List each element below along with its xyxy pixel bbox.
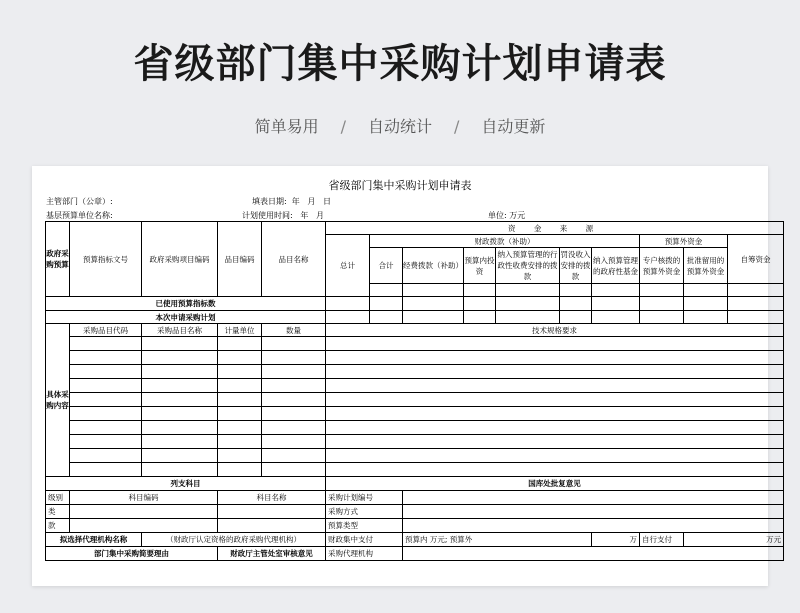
empty-cell bbox=[684, 284, 728, 297]
label-subject-code: 科目编码 bbox=[70, 491, 218, 505]
empty-cell bbox=[70, 337, 142, 351]
empty-cell bbox=[262, 351, 326, 365]
empty-cell bbox=[326, 337, 784, 351]
text-wan: 万 bbox=[592, 533, 640, 547]
empty-cell bbox=[592, 284, 640, 297]
empty-cell bbox=[640, 311, 684, 324]
empty-cell bbox=[370, 297, 403, 311]
empty-cell bbox=[142, 365, 218, 379]
empty-cell bbox=[728, 284, 784, 297]
separator: / bbox=[340, 117, 346, 136]
empty-cell bbox=[218, 393, 262, 407]
separator: / bbox=[454, 117, 460, 136]
label-fiscal-central-pay: 财政集中支付 bbox=[326, 533, 403, 547]
empty-cell bbox=[262, 463, 326, 477]
empty-cell bbox=[142, 393, 218, 407]
empty-cell bbox=[560, 297, 592, 311]
empty-cell bbox=[262, 337, 326, 351]
label-budget-type: 预算类型 bbox=[326, 519, 403, 533]
text-wan-yuan: 万元 bbox=[684, 533, 784, 547]
header-proc-item-code: 采购品目代码 bbox=[70, 324, 142, 337]
empty-cell bbox=[464, 284, 496, 297]
empty-cell bbox=[218, 407, 262, 421]
empty-cell bbox=[70, 505, 218, 519]
empty-cell bbox=[326, 297, 370, 311]
header-nontax-alloc: 纳入预算管理的行政性收费安排的拨款 bbox=[496, 248, 560, 284]
section-specific-content: 具体采购内容 bbox=[46, 324, 70, 477]
empty-cell bbox=[218, 337, 262, 351]
header-funding-source: 资 金 来 源 bbox=[326, 222, 784, 235]
empty-cell bbox=[403, 311, 464, 324]
meta-plan-time: 计划使用时间: 年 月 bbox=[242, 211, 324, 220]
empty-cell bbox=[70, 407, 142, 421]
header-budget-invest: 预算内投资 bbox=[464, 248, 496, 284]
empty-cell bbox=[326, 449, 784, 463]
meta-unit-name: 基层预算单位名称: bbox=[46, 211, 113, 220]
empty-cell bbox=[403, 547, 784, 561]
header-retained-extra: 批准留用的预算外资金 bbox=[684, 248, 728, 284]
label-proc-method: 采购方式 bbox=[326, 505, 403, 519]
empty-cell bbox=[218, 435, 262, 449]
empty-cell bbox=[592, 297, 640, 311]
empty-cell bbox=[70, 435, 142, 449]
header-budget-doc-no: 预算指标文号 bbox=[70, 222, 142, 297]
empty-cell bbox=[560, 311, 592, 324]
label-proc-agency: 采购代理机构 bbox=[326, 547, 403, 561]
meta-fill-date: 填表日期: 年 月 日 bbox=[252, 197, 332, 206]
empty-cell bbox=[142, 379, 218, 393]
empty-cell bbox=[326, 379, 784, 393]
empty-cell bbox=[70, 393, 142, 407]
header-funding-subsidy: 经费拨款（补助） bbox=[403, 248, 464, 284]
header-total: 总计 bbox=[326, 235, 370, 297]
empty-cell bbox=[262, 379, 326, 393]
empty-cell bbox=[142, 449, 218, 463]
empty-cell bbox=[728, 311, 784, 324]
empty-cell bbox=[560, 284, 592, 297]
empty-cell bbox=[326, 407, 784, 421]
empty-cell bbox=[496, 284, 560, 297]
header-quantity: 数量 bbox=[262, 324, 326, 337]
header-expense-subject: 列支科目 bbox=[46, 477, 326, 491]
empty-cell bbox=[403, 284, 464, 297]
procurement-table bbox=[45, 221, 784, 561]
feature-auto-update: 自动更新 bbox=[481, 117, 546, 136]
empty-cell bbox=[403, 297, 464, 311]
label-level: 级别 bbox=[46, 491, 70, 505]
header-item-code: 品目编码 bbox=[218, 222, 262, 297]
header-gov-proc-budget: 政府采购预算 bbox=[46, 222, 70, 297]
header-proj-code: 政府采购项目编码 bbox=[142, 222, 218, 297]
label-subject-name: 科目名称 bbox=[218, 491, 326, 505]
label-finance-review: 财政厅主管处室审核意见 bbox=[218, 547, 326, 561]
label-section: 款 bbox=[46, 519, 70, 533]
empty-cell bbox=[326, 421, 784, 435]
banner-title: 省级部门集中采购计划申请表 bbox=[133, 41, 667, 87]
label-proc-plan-no: 采购计划编号 bbox=[326, 491, 403, 505]
empty-cell bbox=[464, 311, 496, 324]
header-proc-item-name: 采购品目名称 bbox=[142, 324, 218, 337]
feature-tagline bbox=[0, 114, 800, 137]
empty-cell bbox=[218, 463, 262, 477]
empty-cell bbox=[640, 297, 684, 311]
empty-cell bbox=[70, 351, 142, 365]
empty-cell bbox=[142, 351, 218, 365]
text-pay-budget-in: 预算内 万元; 预算外 bbox=[403, 533, 592, 547]
sheet-title: 省级部门集中采购计划申请表 bbox=[328, 179, 472, 192]
empty-cell bbox=[370, 311, 403, 324]
empty-cell bbox=[496, 311, 560, 324]
label-agency-note: （财政厅认定资格的政府采购代理机构） bbox=[142, 533, 326, 547]
meta-unit: 单位: 万元 bbox=[488, 211, 526, 220]
header-fiscal-alloc: 财政拨款（补助） bbox=[370, 235, 640, 248]
label-category: 类 bbox=[46, 505, 70, 519]
header-treasury-review: 国库处批复意见 bbox=[326, 477, 784, 491]
empty-cell bbox=[262, 449, 326, 463]
empty-cell bbox=[326, 393, 784, 407]
empty-cell bbox=[326, 435, 784, 449]
empty-cell bbox=[218, 351, 262, 365]
empty-cell bbox=[218, 421, 262, 435]
empty-cell bbox=[70, 365, 142, 379]
empty-cell bbox=[70, 449, 142, 463]
empty-cell bbox=[262, 393, 326, 407]
header-self-raised: 自筹资金 bbox=[728, 235, 784, 284]
empty-cell bbox=[142, 407, 218, 421]
row-used-budget: 已使用预算指标数 bbox=[46, 297, 326, 311]
empty-cell bbox=[326, 365, 784, 379]
header-special-extra: 专户核拨的预算外资金 bbox=[640, 248, 684, 284]
empty-cell bbox=[142, 463, 218, 477]
empty-cell bbox=[262, 421, 326, 435]
empty-cell bbox=[142, 421, 218, 435]
feature-auto-stat: 自动统计 bbox=[367, 117, 432, 136]
empty-cell bbox=[326, 351, 784, 365]
header-tech-spec: 技术规格要求 bbox=[326, 324, 784, 337]
empty-cell bbox=[142, 337, 218, 351]
empty-cell bbox=[370, 284, 403, 297]
header-fines-alloc: 罚没收入安排的拨款 bbox=[560, 248, 592, 284]
label-agency-name: 拟选择代理机构名称 bbox=[46, 533, 142, 547]
empty-cell bbox=[218, 365, 262, 379]
label-dept-reason: 部门集中采购简要理由 bbox=[46, 547, 218, 561]
header-item-name: 品目名称 bbox=[262, 222, 326, 297]
empty-cell bbox=[218, 449, 262, 463]
row-current-plan: 本次申请采购计划 bbox=[46, 311, 326, 324]
empty-cell bbox=[640, 284, 684, 297]
empty-cell bbox=[592, 311, 640, 324]
empty-cell bbox=[218, 505, 326, 519]
empty-cell bbox=[142, 435, 218, 449]
empty-cell bbox=[218, 519, 326, 533]
empty-cell bbox=[326, 463, 784, 477]
empty-cell bbox=[262, 407, 326, 421]
meta-dept: 主管部门（公章）: bbox=[46, 197, 113, 206]
empty-cell bbox=[262, 365, 326, 379]
label-self-pay: 自行支付 bbox=[640, 533, 684, 547]
empty-cell bbox=[496, 297, 560, 311]
header-govfund-alloc: 纳入预算管理的政府性基金 bbox=[592, 248, 640, 284]
empty-cell bbox=[70, 421, 142, 435]
empty-cell bbox=[728, 297, 784, 311]
empty-cell bbox=[464, 297, 496, 311]
header-unit-measure: 计量单位 bbox=[218, 324, 262, 337]
header-extra-budget: 预算外资金 bbox=[640, 235, 728, 248]
feature-easy: 简单易用 bbox=[254, 117, 319, 136]
empty-cell bbox=[70, 463, 142, 477]
empty-cell bbox=[262, 435, 326, 449]
header-sum: 合计 bbox=[370, 248, 403, 284]
form-sheet bbox=[32, 166, 782, 586]
empty-cell bbox=[70, 519, 218, 533]
empty-cell bbox=[70, 379, 142, 393]
empty-cell bbox=[684, 311, 728, 324]
empty-cell bbox=[403, 505, 784, 519]
empty-cell bbox=[218, 379, 262, 393]
empty-cell bbox=[326, 311, 370, 324]
empty-cell bbox=[403, 519, 784, 533]
empty-cell bbox=[684, 297, 728, 311]
empty-cell bbox=[403, 491, 784, 505]
